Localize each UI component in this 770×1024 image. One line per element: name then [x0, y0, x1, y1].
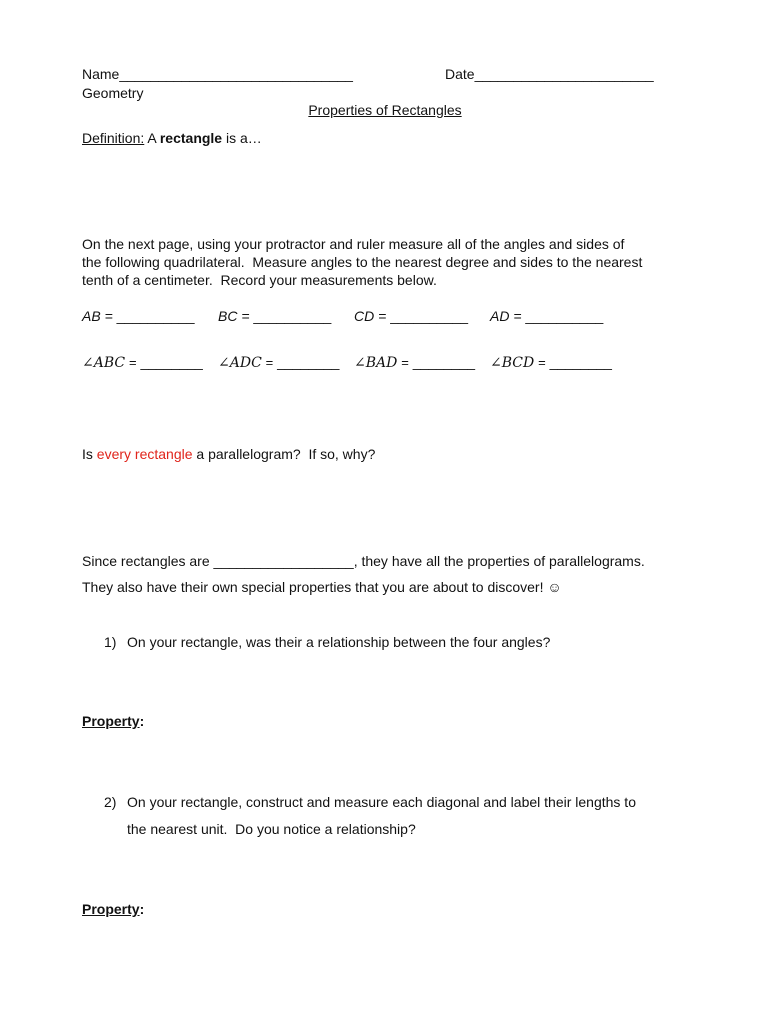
angle-symbol: ∠ABC — [82, 355, 126, 371]
question-2-text-line-1: On your rectangle, construct and measure each diagonal and label their lengths to — [127, 794, 636, 810]
name-field — [82, 65, 353, 83]
property-colon: : — [139, 901, 145, 917]
side-measure-cd — [354, 307, 468, 325]
question-post: a parallelogram? If so, why? — [192, 446, 376, 462]
angle-symbol: ∠BCD — [490, 355, 535, 371]
property-colon: : — [139, 713, 145, 729]
side-label: AB = — [82, 308, 113, 324]
side-label: CD = — [354, 308, 387, 324]
definition-label: Definition: — [82, 130, 145, 146]
property-1 — [82, 712, 144, 730]
name-label: Name — [82, 66, 120, 82]
course-name: Geometry — [82, 85, 144, 101]
angle-equals: = — [265, 355, 274, 370]
parallelogram-question — [82, 445, 375, 463]
question-pre: Is — [82, 446, 97, 462]
date-field — [445, 65, 654, 83]
since-blank[interactable]: __________________ — [213, 553, 354, 569]
definition-text-post: is a… — [222, 130, 262, 146]
question-2-text-line-2: the nearest unit. Do you notice a relationship? — [127, 821, 416, 837]
since-post: , they have all the properties of parallelograms. — [353, 553, 645, 569]
angle-symbol: ∠BAD — [354, 355, 398, 371]
side-blank[interactable]: __________ — [253, 308, 332, 324]
since-line-1 — [82, 552, 645, 570]
question-1-text: On your rectangle, was their a relationship between the four angles? — [127, 634, 551, 650]
angle-blank[interactable]: ________ — [140, 354, 203, 370]
angle-measure-adc — [218, 353, 339, 372]
instructions-line-1: On the next page, using your protractor and ruler measure all of the angles and sides of — [82, 236, 625, 252]
instructions-line-2: the following quadrilateral. Measure angles to the nearest degree and sides to the nearest — [82, 254, 643, 270]
name-blank[interactable]: ______________________________ — [119, 66, 353, 82]
angle-equals: = — [401, 355, 409, 370]
instructions-line-3: tenth of a centimeter. Record your measurements below. — [82, 272, 437, 288]
property-2 — [82, 900, 144, 918]
side-label: AD = — [490, 308, 522, 324]
definition-line — [82, 129, 262, 147]
property-label: Property — [82, 901, 140, 917]
date-blank[interactable]: _______________________ — [474, 66, 654, 82]
side-measure-ab — [82, 307, 195, 325]
side-blank[interactable]: __________ — [390, 308, 469, 324]
angle-symbol: ∠ADC — [218, 355, 262, 371]
angle-equals: = — [538, 355, 546, 370]
side-measure-ad — [490, 307, 603, 325]
question-2-number: 2) — [104, 794, 117, 810]
angle-measure-bcd — [490, 353, 612, 372]
since-line-2: They also have their own special properties that you are about to discover! ☺ — [82, 579, 562, 595]
since-pre: Since rectangles are — [82, 553, 214, 569]
question-highlight: every rectangle — [96, 446, 193, 462]
date-label: Date — [445, 66, 475, 82]
angle-equals: = — [129, 355, 137, 370]
definition-text-pre: A — [144, 130, 160, 146]
angle-measure-bad — [354, 353, 475, 372]
definition-term: rectangle — [159, 130, 223, 146]
page-title: Properties of Rectangles — [308, 102, 462, 118]
side-blank[interactable]: __________ — [525, 308, 604, 324]
angle-blank[interactable]: ________ — [277, 354, 340, 370]
question-1-number: 1) — [104, 634, 117, 650]
angle-measure-abc — [82, 353, 203, 372]
side-label: BC = — [218, 308, 250, 324]
property-label: Property — [82, 713, 140, 729]
side-measure-bc — [218, 307, 331, 325]
angle-blank[interactable]: ________ — [549, 354, 612, 370]
side-blank[interactable]: __________ — [116, 308, 195, 324]
angle-blank[interactable]: ________ — [412, 354, 476, 370]
